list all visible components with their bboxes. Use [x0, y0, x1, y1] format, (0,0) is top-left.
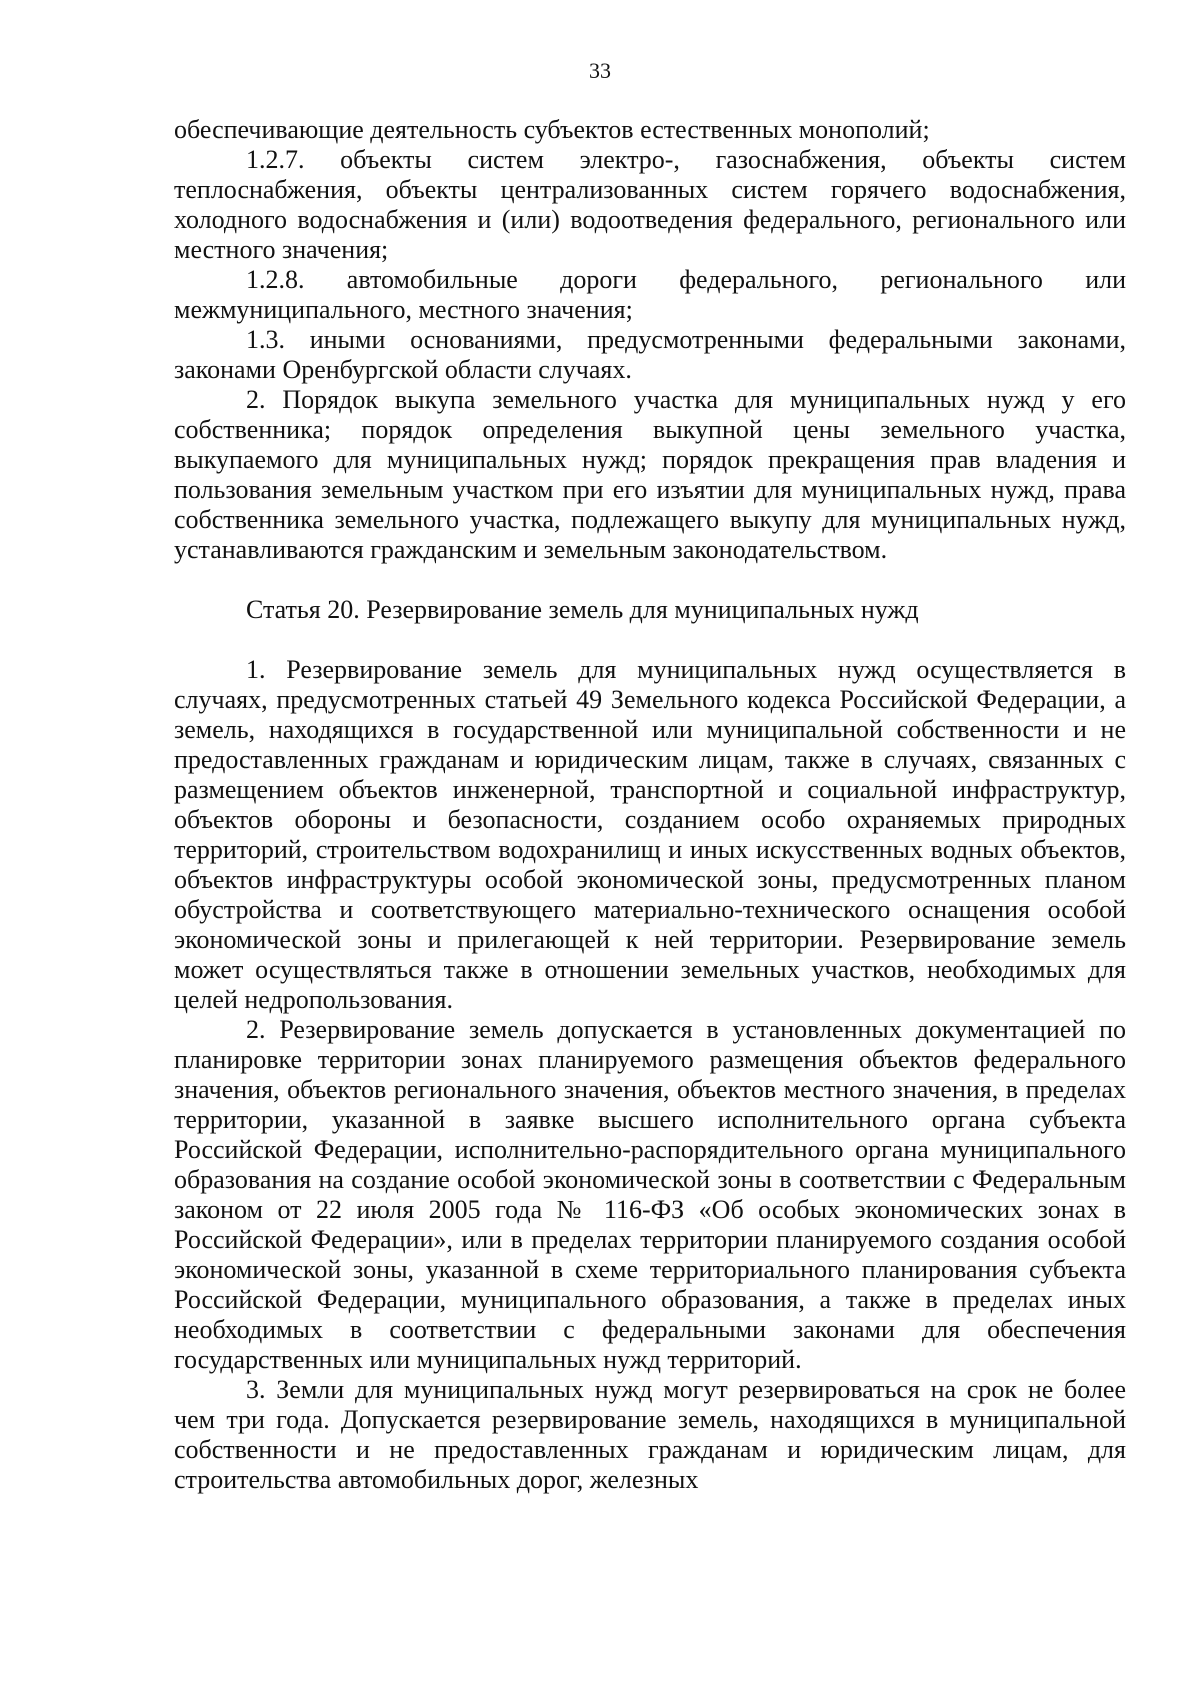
page-number: 33: [589, 58, 611, 83]
article-paragraph-1: 1. Резервирование земель для муниципальных нужд осуществляется в случаях, предусмотренных статьей 49 Земельного кодекса Российской Федерации, а земель, находящихся в государственной или муниципальной собственности и не предоставленных гражданам и юридическим лицам, также в случаях, связанных с размещением объектов инженерной, транспортной и социальной инфраструктур, объектов обороны и безопасности, созданием особо охраняемых природных территорий, строительством водохранилищ и иных искусственных водных объектов, объектов инфраструктуры особой экономической зоны, предусмотренных планом обустройства и соответствующего материально-технического оснащения особой экономической зоны и прилегающей к ней территории. Резервирование земель может осуществляться также в отношении земельных участков, необходимых для целей недропользования.: [174, 655, 1126, 1014]
article-paragraph-2: 2. Резервирование земель допускается в установленных документацией по планировке территории зонах планируемого размещения объектов федерального значения, объектов регионального значения, объектов местного значения, в пределах территории, указанной в заявке высшего исполнительного органа субъекта Российской Федерации, исполнительно-распорядительного органа муниципального образования на создание особой экономической зоны в соответствии с Федеральным законом от 22 июля 2005 года № 116-ФЗ «Об особых экономических зонах в Российской Федерации», или в пределах территории планируемого создания особой экономической зоны, указанной в схеме территориального планирования субъекта Российской Федерации, муниципального образования, а также в пределах иных необходимых в соответствии с федеральными законами для обеспечения государственных или муниципальных нужд территорий.: [174, 1015, 1126, 1374]
paragraph-1-2-8: 1.2.8. автомобильные дороги федерального, регионального или межмуниципального, местного значения;: [174, 265, 1126, 324]
paragraph-continuation: обеспечивающие деятельность субъектов естественных монополий;: [174, 115, 930, 144]
document-body: [174, 115, 1126, 1495]
article-heading: Статья 20. Резервирование земель для муниципальных нужд: [246, 595, 919, 624]
article-paragraph-3: 3. Земли для муниципальных нужд могут резервироваться на срок не более чем три года. Допускается резервирование земель, находящихся в муниципальной собственности и не предоставленных гражданам и юридическим лицам, для строительства автомобильных дорог, железных: [174, 1375, 1126, 1494]
paragraph-2: 2. Порядок выкупа земельного участка для муниципальных нужд у его собственника; порядок определения выкупной цены земельного участка, выкупаемого для муниципальных нужд; порядок прекращения прав владения и пользования земельным участком при его изъятии для муниципальных нужд, права собственника земельного участка, подлежащего выкупу для муниципальных нужд, устанавливаются гражданским и земельным законодательством.: [174, 385, 1126, 564]
paragraph-1-3: 1.3. иными основаниями, предусмотренными федеральными законами, законами Оренбургской области случаях.: [174, 325, 1126, 384]
paragraph-1-2-7: 1.2.7. объекты систем электро-, газоснабжения, объекты систем теплоснабжения, объекты централизованных систем горячего водоснабжения, холодного водоснабжения и (или) водоотведения федерального, регионального или местного значения;: [174, 145, 1126, 264]
